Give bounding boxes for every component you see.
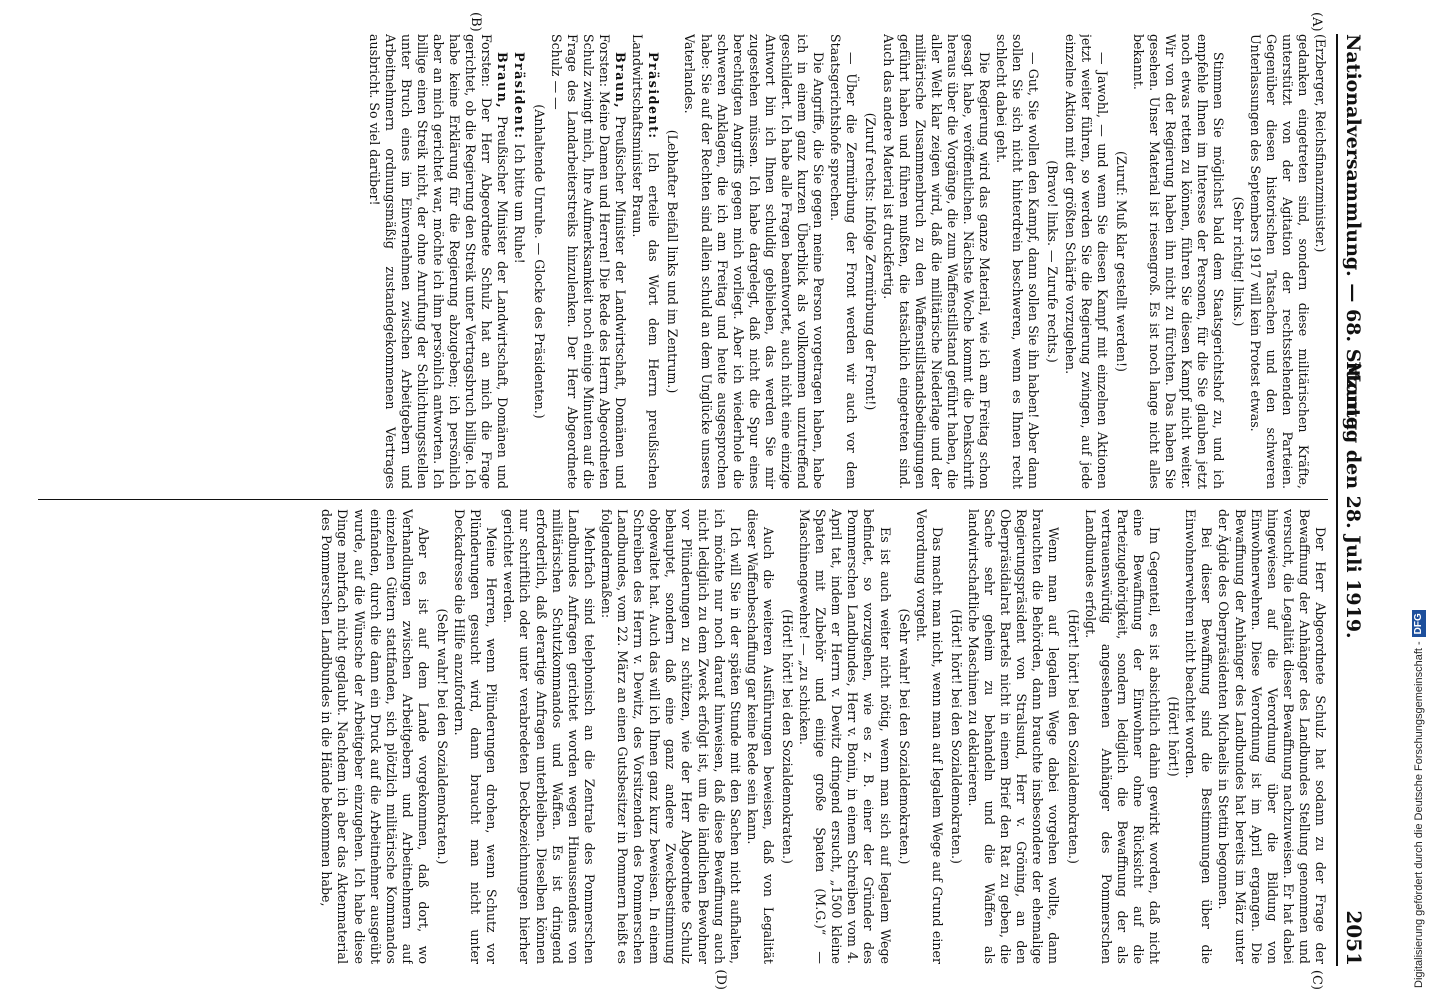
interjection: (Hört! hört!) (1166, 696, 1182, 777)
interjection: (Zuruf: Muß klar gestellt werden!) (1113, 151, 1129, 372)
paragraph: gedanken eingetreten sind, sondern diese militärischen Kräfte, unterstützt von der Agitation der rechtsstehenden Parteien. Gegenüber diesen historischen Tatsachen und den schweren Unterlassungen des Septembers 1917 will kein Protest etwas. (1247, 34, 1311, 489)
paragraph: Die Angriffe, die Sie gegen meine Person vorgetragen haben, habe ich in einem ganz kurzen Überblick als vollkommen unzutreffend geschildert. Ich habe alle Fragen beantwortet, auch nicht eine einzige Antwort bin ich Ihnen schuldig geblieben, das werden Sie mir zugestehen müssen. Ich habe dargelegt, daß nicht die Spur eines berechtigten Angriffs gegen mich vorliegt. Aber ich wiederhole die schweren Anklagen, die ich am Freitag und heute ausgesprochen habe: Sie auf der Rechten sind allein schuld an dem Unglücke unseres Vaterlandes. (682, 34, 827, 489)
quoted-paragraph: Mehrfach sind telephonisch an die Zentrale des Pommerschen Landbundes Anfragen gerichtet worden wegen Hinaussendens von militärischen Schutzkommandos und Waffen. Es ist dringend erforderlich, daß derartige Anfragen unterbleiben. Dieselben können nur schriftlich oder unter verabredeten Deckbezeichnungen hierher gerichtet werden. (501, 509, 597, 964)
paragraph: Aber es ist auf dem Lande vorgekommen, daß dort, wo Verhandlungen zwischen Arbeitgebern und Arbeitnehmern auf einzelnen Gütern stattfanden, sich plötzlich militärische Kommandos einfanden, durch die dann ein Druck auf die Arbeitnehmer ausgeübt wurde, auf die Wünsche der Arbeitgeber einzugehen. Ich habe diese Dinge mehrfach nicht geglaubt. Nachdem ich aber das Aktenmaterial des Pommerschen Landbundes in die Hände bekommen habe, (319, 509, 431, 964)
interjection: (Sehr richtig! links.) (1230, 196, 1246, 327)
speech-text: Preußischer Minister der Landwirtschaft, Domänen und Forsten: Meine Damen und Herren! Die Rede des Herrn Abgeordneten Schulz zwingt mich, Ihre Aufmerksamkeit noch einige Minuten auf die Frage des Landarbeiterstreiks hinzulenken. Der Herr Abgeordnete Schulz — — (548, 34, 629, 489)
dfg-logo: DFG (1412, 610, 1426, 637)
paragraph: Meine Herren, wenn Plünderungen drohen, wenn Schutz vor Plünderungen gesucht wird, dann braucht man nicht unter Deckadresse die Hilfe anzufordern. (452, 509, 500, 964)
interjection: (Sehr wahr! bei den Sozialdemokraten.) (896, 608, 912, 865)
margin-letter-b: (B) (468, 12, 483, 32)
speaker-name: Braun, (495, 52, 511, 110)
paragraph: Auch die weiteren Ausführungen beweisen, daß von Legalität dieser Waffenbeschaffung gar keine Rede sein kann. (744, 509, 776, 964)
page-number: 2051 (1342, 910, 1366, 966)
paragraph: — Über die Zermürbung der Front werden wir auch vor dem Staatsgerichtshofe sprechen. (828, 34, 860, 489)
paragraph-with-speaker (629, 34, 661, 489)
margin-letter-d: (D) (713, 969, 728, 990)
text-columns (38, 12, 1328, 990)
interjection: (Anhaltende Unruhe. — Glocke des Präsidenten.) (531, 104, 547, 419)
left-column (38, 34, 1328, 489)
page-header (1336, 34, 1372, 966)
speech-text: Preußischer Minister der Landwirtschaft, Domänen und Forsten: Der Herr Abgeordnete Schulz hat an mich die Frage gerichtet, ob die Regierung den Streik unter Vertragsbruch billige. Ich habe keine Erklärung für die Regierung abzugeben; ich persönlich aber an mich gerichtet war, möchte ich ihm persönlich antworten. Ich billige einen Streik nicht, der ohne Anrufung der Schlichtungsstellen unter Bruch eines im Einvernehmen zwischen Arbeitgebern und Arbeitnehmern ordnungsmäßig zustandegekommenen Vertrages ausbricht. So viel darüber! (366, 34, 511, 489)
credit-text: Digitalisierung gefördert durch die Deutsche Forschungsgemeinschaft - (1413, 641, 1425, 988)
right-column (38, 509, 1328, 964)
margin-letter-a: (A) (1309, 12, 1324, 32)
speaker-name: Präsident: (646, 52, 662, 140)
paragraph: — Jawohl, — und wenn Sie diesen Kampf mit einzelnen Aktionen jetzt weiter führen, so werden Sie die Regierung zwingen, auf jede einzelne Aktion mit der größten Schärfe vorzugehen. (1062, 34, 1110, 489)
paragraph: Die Regierung wird das ganze Material, wie ich am Freitag schon gesagt habe, veröffentlichen. Nächste Woche kommt die Denkschrift heraus über die Vorgänge, die zum Waffenstillstand geführt haben, die aller Welt klar zeigen wird, daß die militärische Niederlage und der militärische Zusammenbruch zu den Waffenstillstandsbedingungen geführt haben und führen mußten, die tatsächlich eingetreten sind. Auch das andere Material ist druckfertig. (880, 34, 993, 489)
paragraph: — Gut, Sie wollen den Kampf, dann sollen Sie ihn haben! Aber dann sollen Sie sich nicht hinterdrein beschweren, wenn es Ihnen recht schlecht dabei geht. (994, 34, 1042, 489)
speech-text: Ich bitte um Ruhe! (512, 143, 528, 264)
interjection: (Lebhafter Beifall links und im Zentrum.) (665, 129, 681, 394)
paragraph: Bei dieser Bewaffnung sind die Bestimmungen über die Einwohnerwehren nicht beachtet worden. (1183, 509, 1215, 964)
speech-text: Ich erteile das Wort dem Herrn preußischen Landwirtschaftsminister Braun. (630, 34, 662, 489)
paragraph: Im Gegenteil, es ist absichtlich dahin gewirkt worden, daß nicht eine Bewaffnung der Einwohner ohne Rücksicht auf die Parteizugehörigkeit, sondern lediglich die Bewaffnung der als vertrauenswürdig angesehenen Anhänger des Pommerschen Landbundes erfolgt. (1082, 509, 1163, 964)
speaker-name: Braun, (613, 52, 629, 110)
speaker-name: Präsident: (512, 52, 528, 140)
digitization-credit (1406, 0, 1432, 1000)
interjection: (Hört! hört! bei den Sozialdemokraten.) (948, 609, 964, 864)
credit-text-line (1406, 0, 1432, 1000)
paragraph: Stimmen Sie möglichst bald dem Staatsgerichtshof zu, und ich empfehle Ihnen im Interesse der Personen, für die Sie glauben jetzt noch etwas retten zu können, führen Sie diesen Kampf nicht weiter. Wir von der Regierung haben ihn nicht zu fürchten. Das haben Sie gesehen. Unser Material ist riesengroß. Es ist noch lange nicht alles bekannt. (1130, 34, 1227, 489)
interjection: (Hört! hört! bei den Sozialdemokraten.) (780, 609, 795, 864)
interjection: (Sehr wahr! bei den Sozialdemokraten.) (435, 608, 451, 865)
interjection: (Hört! hört! bei den Sozialdemokraten.) (1065, 609, 1081, 864)
margin-letter-c: (C) (1309, 969, 1324, 990)
paragraph: Wenn man auf legalem Wege dabei vorgehen wollte, dann brauchten die Behörden, dann brauchte insbesondere der ehemalige Regierungspräsident von Stralsund, Herr v. Gröning, an den Oberpräsidialrat Bartels nicht in einem Brief den Rat zu geben, die Sache sehr geheim zu behandeln und die Waffen als landwirtschaftliche Maschinen zu deklarieren. (966, 509, 1062, 964)
paragraph: Ich will Sie in der späten Stunde mit den Sachen nicht aufhalten, ich möchte nur noch darauf hinweisen, daß diese Bewaffnung auch nicht lediglich zu dem Zweck erfolgt ist, um die ländlichen Bewohner vor Plünderungen zu schützen, wie der Herr Abgeordnete Schulz behauptet, sondern daß eine ganz andere Zweckbestimmung obgewaltet hat. Auch das will ich Ihnen ganz kurz beweisen. In einem Schreiben des Herrn v. Dewitz, des Vorsitzenden des Pommerschen Landbundes, vom 22. März an einen Gutsbesitzer in Pommern heißt es folgendermaßen: (598, 509, 743, 964)
header-date: Montag den 28. Juli 1919. (1342, 361, 1364, 639)
paragraph: Das macht man nicht, wenn man auf legalem Wege auf Grund einer Verordnung vorgeht. (913, 509, 945, 964)
interjection: (Bravo! links. — Zurufe rechts.) (1045, 160, 1061, 363)
interjection: (Zuruf rechts: Infolge Zermürbung der Front!) (863, 112, 879, 411)
column-divider (38, 499, 1328, 500)
paragraph-with-speaker (511, 34, 527, 489)
speaker-line: (Erzberger, Reichsfinanzminister.) (1313, 34, 1328, 253)
paragraph-with-speaker (548, 34, 628, 489)
header-left-title: Nationalversammlung. — 68. Sitzung. (1342, 34, 1364, 437)
paragraph-with-speaker (366, 34, 511, 489)
paragraph: Es ist auch weiter nicht nötig, wenn man sich auf legalem Wege befindet, so vorzugehen, wie es z. B. einer der Gründer des Pommerschen Landbundes, Herr v. Bonin, in einem Schreiben vom 4. April tat, indem er Herrn v. Dewitz dringend ersucht, „1500 kleine Spaten mit Zubehör und einige große Spaten (M.G.)“ — Maschinengewehre! — „zu schicken. (797, 509, 893, 964)
paragraph: Der Herr Abgeordnete Schulz hat sodann zu der Frage der Bewaffnung der Anhänger des Landbundes Stellung genommen und versucht, die Legalität dieser Bewaffnung nachzuweisen. Er hat dabei hingewiesen auf die Verordnung über die Bildung von Einwohnerwehren. Diese Verordnung ist im April ergangen. Die Bewaffnung der Anhänger des Landbundes hat bereits im März unter der Ägide des Oberpräsidenten Michaelis in Stettin begonnen. (1216, 509, 1328, 964)
